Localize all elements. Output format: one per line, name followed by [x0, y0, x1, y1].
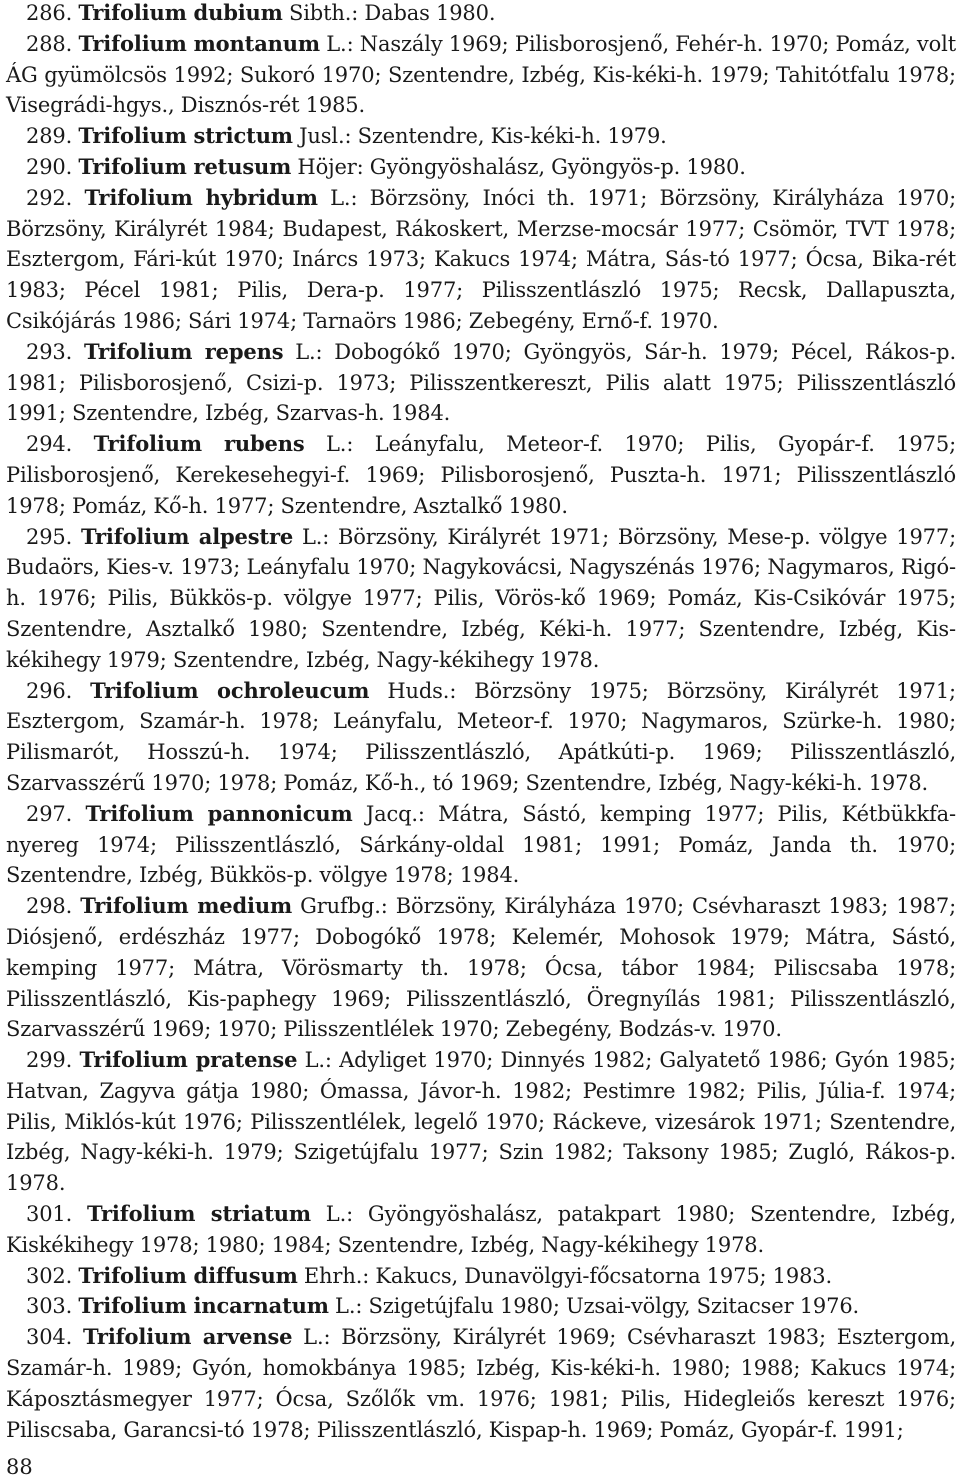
entry-286 [6, 0, 956, 29]
entry-297 [6, 799, 956, 891]
entry-text: Huds.: Börzsöny 1975; Börzsöny, Királyrét 1971; Esztergom, Szamár-h. 1978; Leányfalu, Meteor-f. 1970; Nagymaros, Szürke-h. 1980; Pilismarót, Hosszú-h. 1974; Pilisszentlászló, Apátkúti-p. 1969; Pilisszentlászló, Szarvasszérű 1970; 1978; Pomáz, Kő-h., tó 1969; Szentendre, Izbég, Nagy-kéki-h. 1978. [6, 678, 956, 795]
entry-number: 298. [26, 894, 73, 919]
species-name: Trifolium diffusum [78, 1262, 298, 1288]
species-name: Trifolium dubium [78, 0, 283, 25]
species-name: Trifolium ochroleucum [90, 677, 370, 703]
entry-number: 303. [26, 1294, 73, 1319]
entry-text: Ehrh.: Kakucs, Dunavölgyi-főcsatorna 1975; 1983. [297, 1263, 833, 1288]
species-name: Trifolium rubens [93, 431, 305, 457]
entry-text: Jacq.: Mátra, Sástó, kemping 1977; Pilis, Kétbükkfa-nyereg 1974; Pilisszentlászló, Sárkány-oldal 1981; 1991; Pomáz, Janda th. 1970; Szentendre, Izbég, Bükkös-p. völgye 1978; 1984. [6, 801, 956, 888]
entry-292 [6, 183, 956, 337]
entry-text: L.: Szigetújfalu 1980; Uzsai-völgy, Szitacser 1976. [328, 1294, 860, 1319]
species-name: Trifolium arvense [82, 1324, 293, 1350]
entry-number: 295. [26, 524, 73, 549]
entry-number: 299. [26, 1048, 73, 1073]
entry-303 [6, 1291, 956, 1322]
entry-text: L.: Börzsöny, Inóci th. 1971; Börzsöny, Királyháza 1970; Börzsöny, Királyrét 1984; Budapest, Rákoskert, Merzse-mocsár 1977; Csömör, TVT 1978; Esztergom, Fári-kút 1970; Inárcs 1973; Kakucs 1974; Mátra, Sás-tó 1977; Ócsa, Bika-rét 1983; Pécel 1981; Pilis, Dera-p. 1977; Pilisszentlászló 1975; Recsk, Dallapuszta, Csikójárás 1986; Sári 1974; Tarnaörs 1986; Zebegény, Ernő-f. 1970. [6, 185, 957, 333]
entry-number: 293. [26, 339, 73, 364]
page-number: 88 [6, 1455, 33, 1479]
entry-text: Höjer: Gyöngyöshalász, Gyöngyös-p. 1980. [291, 154, 746, 179]
species-name: Trifolium striatum [87, 1201, 311, 1227]
entry-number: 296. [26, 678, 73, 703]
species-name: Trifolium retusum [78, 153, 292, 179]
entry-text: L.: Naszály 1969; Pilisborosjenő, Fehér-h. 1970; Pomáz, volt ÁG gyümölcsös 1992; Sukoró 1970; Szentendre, Izbég, Kis-kéki-h. 1979; Tahitótfalu 1978; Visegrádi-hgys., Disznós-rét 1985. [6, 31, 956, 118]
entry-number: 304. [26, 1325, 73, 1350]
entry-text: Sibth.: Dabas 1980. [282, 1, 496, 25]
entry-302 [6, 1261, 956, 1292]
entry-number: 292. [26, 185, 73, 210]
species-name: Trifolium strictum [78, 123, 293, 149]
species-name: Trifolium alpestre [81, 523, 294, 549]
page-body [6, 0, 956, 1445]
entry-text: Jusl.: Szentendre, Kis-kéki-h. 1979. [292, 124, 667, 149]
entry-number: 297. [26, 801, 73, 826]
entry-295 [6, 522, 956, 676]
entry-number: 290. [26, 154, 73, 179]
species-name: Trifolium pratense [79, 1047, 298, 1073]
entry-text: L.: Leányfalu, Meteor-f. 1970; Pilis, Gyopár-f. 1975; Pilisborosjenő, Kerekesehegyi-f. 1969; Pilisborosjenő, Puszta-h. 1971; Pilisszentlászló 1978; Pomáz, Kő-h. 1977; Szentendre, Asztalkő 1980. [6, 432, 956, 518]
entry-text: L.: Börzsöny, Királyrét 1969; Csévharaszt 1983; Esztergom, Szamár-h. 1989; Gyón, homokbánya 1985; Izbég, Kis-kéki-h. 1980; 1988; Kakucs 1974; Káposztásmegyer 1977; Ócsa, Szőlők vm. 1976; 1981; Pilis, Hidegleiős kereszt 1976; Piliscsaba, Garancsi-tó 1978; Pilisszentlászló, Kispap-h. 1969; Pomáz, Gyopár-f. 1991; [6, 1325, 956, 1442]
entry-number: 294. [26, 432, 73, 457]
entry-text: L.: Adyliget 1970; Dinnyés 1982; Galyatető 1986; Gyón 1985; Hatvan, Zagyva gátja 1980; Ómassa, Jávor-h. 1982; Pestimre 1982; Pilis, Júlia-f. 1974; Pilis, Miklós-kút 1976; Pilisszentlélek, legelő 1970; Ráckeve, vizesárok 1971; Szentendre, Izbég, Nagy-kéki-h. 1979; Szigetújfalu 1977; Szin 1982; Taksony 1985; Zugló, Rákos-p. 1978. [6, 1048, 956, 1196]
species-name: Trifolium montanum [78, 30, 320, 56]
entry-296 [6, 676, 956, 799]
entry-290 [6, 152, 956, 183]
species-name: Trifolium repens [84, 338, 284, 364]
entry-number: 288. [26, 31, 73, 56]
entry-304 [6, 1322, 956, 1445]
entry-text: Grufbg.: Börzsöny, Királyháza 1970; Csévharaszt 1983; 1987; Diósjenő, erdészház 1977; Dobogókő 1978; Kelemér, Mohosok 1979; Mátra, Sástó, kemping 1977; Mátra, Vörösmarty th. 1978; Ócsa, tábor 1984; Piliscsaba 1978; Pilisszentlászló, Kis-paphegy 1969; Pilisszentlászló, Öregnyílás 1981; Pilisszentlászló, Szarvasszérű 1969; 1970; Pilisszentlélek 1970; Zebegény, Bodzás-v. 1970. [6, 894, 957, 1042]
species-name: Trifolium hybridum [84, 184, 318, 210]
entry-299 [6, 1045, 956, 1199]
entry-number: 286. [26, 1, 73, 25]
entry-301 [6, 1199, 956, 1261]
entry-text: L.: Börzsöny, Királyrét 1971; Börzsöny, Mese-p. völgye 1977; Budaörs, Kies-v. 1973; Leányfalu 1970; Nagykovácsi, Nagyszénás 1976; Nagymaros, Rigó-h. 1976; Pilis, Bükkös-p. völgye 1977; Pilis, Vörös-kő 1969; Pomáz, Kis-Csikóvár 1975; Szentendre, Asztalkő 1980; Szentendre, Izbég, Kéki-h. 1977; Szentendre, Izbég, Kis-kékihegy 1979; Szentendre, Izbég, Nagy-kékihegy 1978. [6, 524, 956, 672]
entry-number: 301. [26, 1202, 73, 1227]
species-name: Trifolium medium [80, 893, 293, 919]
entry-number: 289. [26, 124, 73, 149]
entry-288 [6, 29, 956, 121]
entry-number: 302. [26, 1263, 73, 1288]
entry-289 [6, 121, 956, 152]
species-name: Trifolium incarnatum [78, 1293, 329, 1319]
entry-text: L.: Dobogókő 1970; Gyöngyös, Sár-h. 1979; Pécel, Rákos-p. 1981; Pilisborosjenő, Csizi-p. 1973; Pilisszentkereszt, Pilis alatt 1975; Pilisszentlászló 1991; Szentendre, Izbég, Szarvas-h. 1984. [6, 339, 957, 426]
entry-294 [6, 429, 956, 521]
entry-298 [6, 891, 956, 1045]
species-name: Trifolium pannonicum [85, 800, 353, 826]
entry-293 [6, 337, 956, 429]
entry-text: L.: Gyöngyöshalász, patakpart 1980; Szentendre, Izbég, Kiskékihegy 1978; 1980; 1984; Szentendre, Izbég, Nagy-kékihegy 1978. [6, 1202, 956, 1257]
